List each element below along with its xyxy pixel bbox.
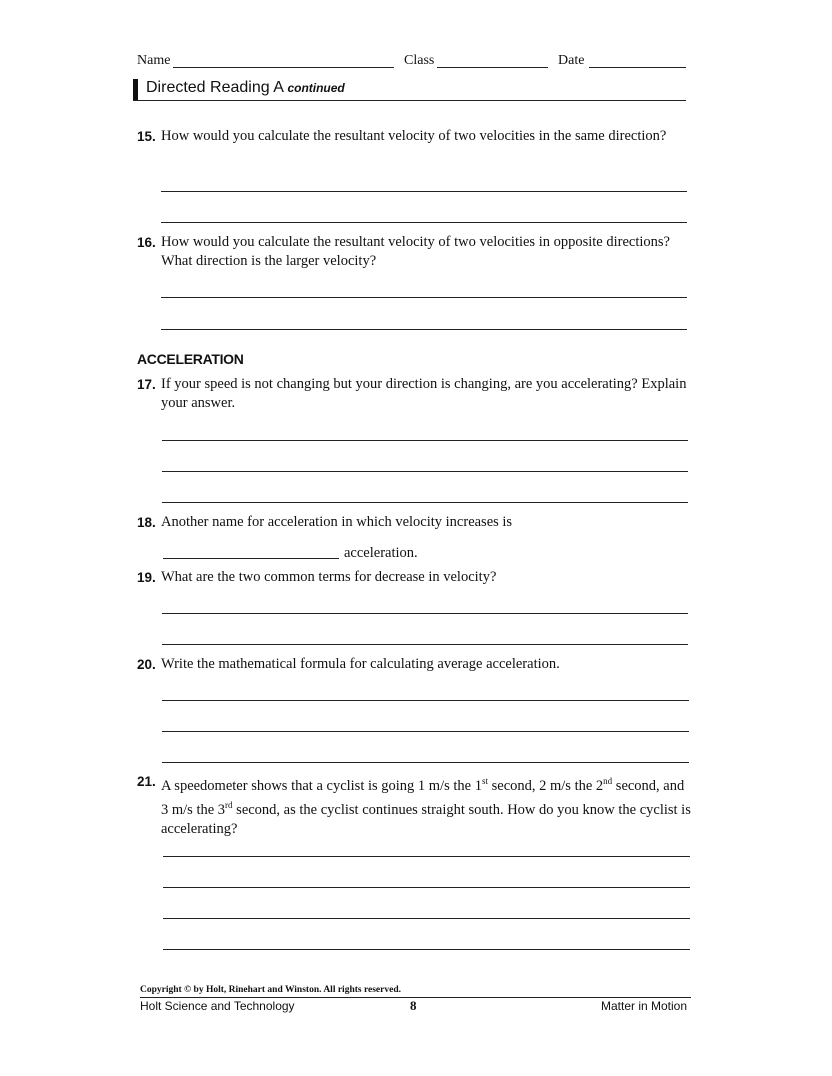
answer-line[interactable] bbox=[161, 191, 687, 192]
answer-line[interactable] bbox=[162, 471, 688, 472]
date-field[interactable] bbox=[589, 67, 686, 68]
answer-line[interactable] bbox=[161, 329, 687, 330]
class-label: Class bbox=[404, 53, 435, 68]
answer-line[interactable] bbox=[163, 856, 690, 857]
answer-line[interactable] bbox=[163, 887, 690, 888]
answer-line[interactable] bbox=[162, 502, 688, 503]
answer-line[interactable] bbox=[162, 440, 688, 441]
answer-line[interactable] bbox=[162, 644, 688, 645]
question-15 bbox=[137, 127, 687, 146]
blank-suffix: acceleration. bbox=[344, 545, 418, 561]
footer-chapter-title: Matter in Motion bbox=[601, 999, 688, 1013]
answer-line[interactable] bbox=[163, 918, 690, 919]
question-text: A speedometer shows that a cyclist is going 1 m/s the 1st second, 2 m/s the 2nd second, and 3 m/s the 3rd second, as the cyclist continues straight south. How do you know the cyclist is accelerating? bbox=[161, 776, 691, 837]
question-number: 21. bbox=[137, 774, 156, 789]
section-heading-acceleration: ACCELERATION bbox=[137, 351, 244, 367]
question-16 bbox=[137, 233, 687, 271]
question-text: What are the two common terms for decrease in velocity? bbox=[161, 569, 497, 585]
answer-line[interactable] bbox=[162, 731, 689, 732]
question-text: How would you calculate the resultant velocity of two velocities in opposite directions? What direction is the larger velocity? bbox=[161, 234, 670, 269]
question-20 bbox=[137, 655, 687, 674]
question-19 bbox=[137, 568, 687, 587]
question-number: 16. bbox=[137, 235, 156, 250]
question-number: 15. bbox=[137, 129, 156, 144]
title-underline bbox=[133, 100, 686, 101]
question-text: How would you calculate the resultant velocity of two velocities in the same direction? bbox=[161, 128, 667, 144]
name-label: Name bbox=[137, 53, 171, 68]
question-17 bbox=[137, 375, 687, 413]
question-text: Write the mathematical formula for calculating average acceleration. bbox=[161, 656, 560, 672]
answer-line[interactable] bbox=[161, 222, 687, 223]
question-number: 17. bbox=[137, 377, 156, 392]
answer-line[interactable] bbox=[162, 762, 689, 763]
section-title-continued: continued bbox=[287, 81, 345, 95]
section-title bbox=[146, 79, 345, 97]
section-title-text: Directed Reading A bbox=[146, 79, 283, 96]
question-text: Another name for acceleration in which velocity increases is bbox=[161, 514, 513, 530]
question-text: If your speed is not changing but your direction is changing, are you accelerating? Explain your answer. bbox=[161, 376, 687, 411]
question-number: 20. bbox=[137, 657, 156, 672]
date-label: Date bbox=[558, 53, 585, 68]
title-marker-bar bbox=[133, 79, 138, 101]
copyright-notice: Copyright © by Holt, Rinehart and Winston. All rights reserved. bbox=[140, 985, 401, 995]
fill-in-blank[interactable] bbox=[163, 558, 339, 559]
name-field[interactable] bbox=[173, 67, 394, 68]
question-18 bbox=[137, 513, 687, 532]
question-21 bbox=[137, 772, 692, 839]
class-field[interactable] bbox=[437, 67, 548, 68]
answer-line[interactable] bbox=[163, 949, 690, 950]
answer-line[interactable] bbox=[162, 613, 688, 614]
question-number: 18. bbox=[137, 515, 156, 530]
footer-book-title: Holt Science and Technology bbox=[140, 999, 295, 1013]
answer-line[interactable] bbox=[161, 297, 687, 298]
answer-line[interactable] bbox=[162, 700, 689, 701]
question-number: 19. bbox=[137, 570, 156, 585]
page-number: 8 bbox=[410, 998, 417, 1013]
